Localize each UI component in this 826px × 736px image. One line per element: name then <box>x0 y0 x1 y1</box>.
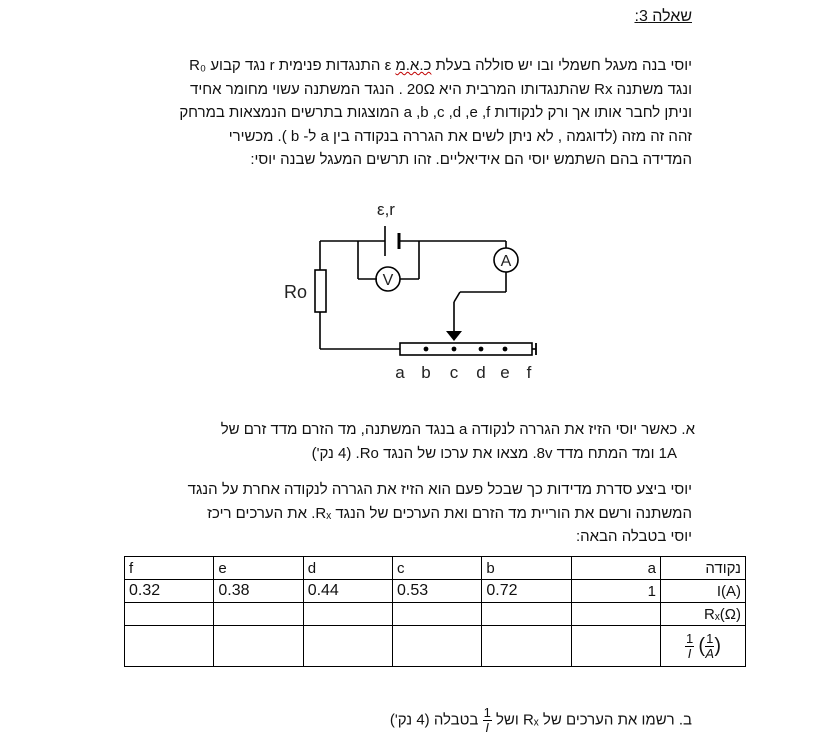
resistance-cell-c[interactable] <box>393 603 482 626</box>
point-label-a: a <box>395 363 405 382</box>
part-a-line-2: 1A ומד המתח מדד 8v. מצאו את ערכו של הנגד Ro. (4 נק') <box>311 444 677 462</box>
resistance-cell-a[interactable] <box>571 603 660 626</box>
inverse-cell-a[interactable] <box>571 626 660 667</box>
point-cell-c: c <box>393 557 482 580</box>
table-row-inverse-current <box>125 626 746 667</box>
slider-arrow <box>446 331 462 341</box>
current-cell-a: 1 <box>571 580 660 603</box>
resistor-r0-label: Ro <box>284 282 308 302</box>
current-cell-f: 0.32 <box>125 580 214 603</box>
question-title: שאלה 3: <box>634 8 692 25</box>
current-cell-e: 0.38 <box>214 580 303 603</box>
intro-line-1: יוסי בנה מעגל חשמלי ובו יש סוללה בעלת כ.א.מ ε התנגדות פנימית r נגד קבוע R₀ <box>189 57 692 74</box>
circuit-diagram <box>270 190 560 390</box>
intro-line-3: וניתן לחבר אותו אך ורק לנקודות a ,b ,c ,d ,e ,f המוצגות בתרשים הנמצאות במרחק <box>179 104 692 121</box>
resistance-cell-f[interactable] <box>125 603 214 626</box>
table-row-resistance <box>125 603 746 626</box>
current-cell-b: 0.72 <box>482 580 571 603</box>
current-cell-c: 0.53 <box>393 580 482 603</box>
header-point: נקודה <box>661 557 746 580</box>
series-line-2: המשתנה ורשם את הוריית מד הזרם ואת הערכים של הנגד Rₓ. את הערכים ריכז <box>207 504 692 522</box>
series-line-3: יוסי בטבלה הבאה: <box>575 528 692 545</box>
part-b-fraction: $\frac{1}{I}$ <box>483 705 491 735</box>
header-resistance: Rₓ(Ω) <box>661 603 746 626</box>
inverse-cell-d[interactable] <box>303 626 392 667</box>
inverse-cell-b[interactable] <box>482 626 571 667</box>
header-inverse-current: $\frac{1}{I}$ ( $\frac{1}{A}$ ) <box>661 626 746 667</box>
resistance-cell-d[interactable] <box>303 603 392 626</box>
emf-abbreviation: כ.א.מ <box>395 57 432 74</box>
measurement-series-paragraph <box>110 478 692 549</box>
part-a-line-1: א. כאשר יוסי הזיז את הגררה לנקודה a בנגד המשתנה, מד הזרם מדד זרם של <box>220 421 695 438</box>
resistance-cell-b[interactable] <box>482 603 571 626</box>
point-label-d: d <box>476 363 486 382</box>
resistor-contact-dots <box>424 347 508 352</box>
inverse-cell-e[interactable] <box>214 626 303 667</box>
measurement-table <box>124 556 746 667</box>
resistor-r0-symbol <box>315 270 326 312</box>
part-a-question <box>120 418 695 465</box>
table-row-points <box>125 557 746 580</box>
intro-line-4: זהה זה מזה (לדוגמה , לא ניתן לשים את הגררה בנקודה בין a ל- b ). מכשירי <box>228 127 692 145</box>
battery-label: ε,r <box>377 200 395 219</box>
intro-paragraph <box>110 54 692 172</box>
point-cell-f: f <box>125 557 214 580</box>
inverse-cell-c[interactable] <box>393 626 482 667</box>
header-current: I(A) <box>661 580 746 603</box>
ammeter-symbol: A <box>500 253 512 270</box>
point-cell-e: e <box>214 557 303 580</box>
resistance-cell-e[interactable] <box>214 603 303 626</box>
voltmeter-symbol: V <box>382 272 394 289</box>
intro-line-5: המדידה בהם השתמש יוסי הם אידיאליים. זהו תרשים המעגל שבנה יוסי: <box>250 151 692 168</box>
point-label-b: b <box>421 363 431 382</box>
point-label-f: f <box>526 363 532 382</box>
table-row-current <box>125 580 746 603</box>
part-b-question: ב. רשמו את הערכים של Rₓ ושל $\frac{1}{I}$ בטבלה (4 נק') <box>389 705 692 735</box>
point-label-c: c <box>449 363 459 382</box>
point-label-e: e <box>500 363 510 382</box>
intro-line-2: ונגד משתנה Rx שהתנגדותו המרבית היא 20Ω . הנגד המשתנה עשוי מחומר אחיד <box>190 80 692 98</box>
point-cell-a: a <box>571 557 660 580</box>
current-cell-d: 0.44 <box>303 580 392 603</box>
variable-resistor-bar <box>400 343 532 355</box>
point-cell-b: b <box>482 557 571 580</box>
inverse-cell-f[interactable] <box>125 626 214 667</box>
point-cell-d: d <box>303 557 392 580</box>
series-line-1: יוסי ביצע סדרת מדידות כך שבכל פעם הוא הזיז את הגררה לנקודה אחרת על הנגד <box>187 481 692 498</box>
